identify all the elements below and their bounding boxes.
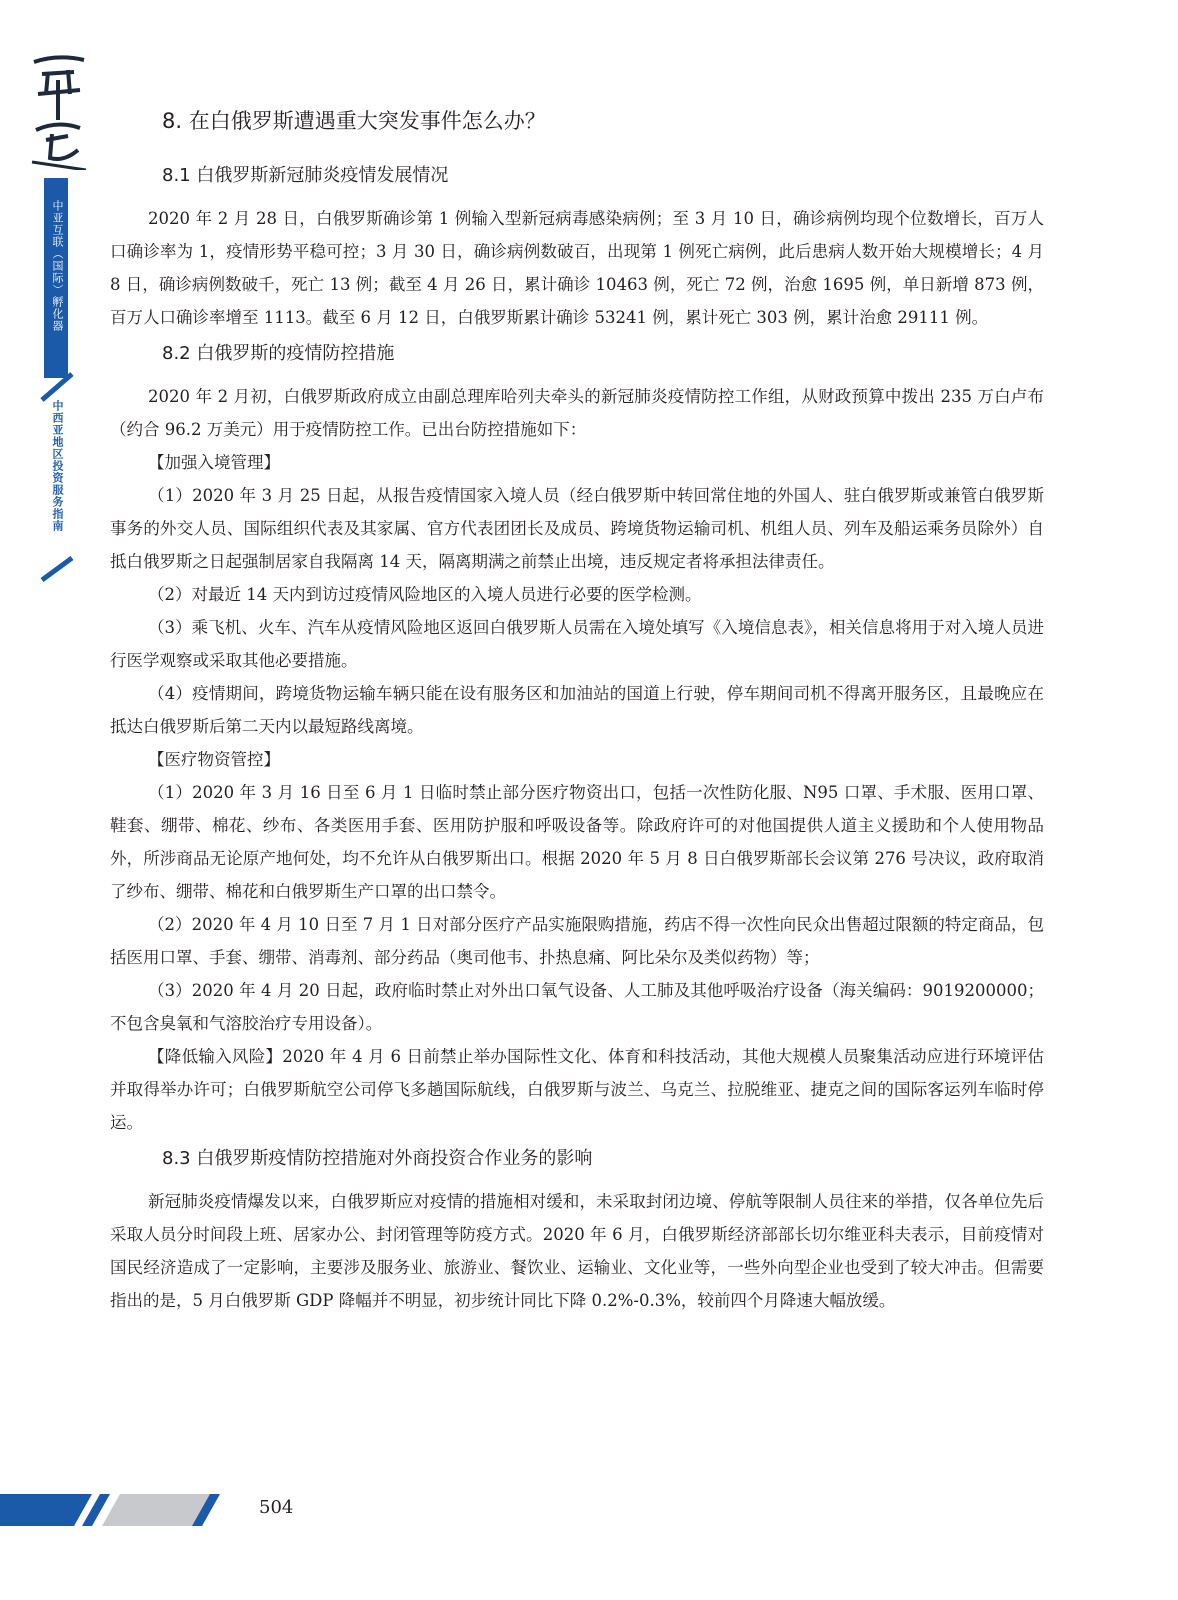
bracket-heading: 【医疗物资管控】 xyxy=(148,750,280,769)
page-number: 504 xyxy=(259,1497,294,1518)
list-item: （2）2020 年 4 月 10 日至 7 月 1 日对部分医疗产品实施限购措施，药店不得一次性向民众出售超过限额的特定商品，包括医用口罩、手套、绷带、消毒剂、部分药品（奥司他韦、扑热息痛、阿比朵尔及类似药物）等； xyxy=(110,915,1044,967)
spine-slash-bottom xyxy=(40,556,74,582)
spine-label-bottom: 中西亚地区投资服务指南 xyxy=(51,400,64,532)
page-content xyxy=(110,108,1044,1317)
list-item: （1）2020 年 3 月 16 日至 6 月 1 日临时禁止部分医疗物资出口，包括一次性防化服、N95 口罩、手术服、医用口罩、鞋套、绷带、棉花、纱布、各类医用手套、医用防护服和呼吸设备等。除政府许可的对他国提供人道主义援助和个人使用物品外，所涉商品无论原产地何处，均不允许从白俄罗斯出口。根据 2020 年 5 月 8 日白俄罗斯部长会议第 276 号决议，政府取消了纱布、绷带、棉花和白俄罗斯生产口罩的出口禁令。 xyxy=(110,783,1044,901)
list-item: （3）乘飞机、火车、汽车从疫情风险地区返回白俄罗斯人员需在入境处填写《入境信息表》，相关信息将用于对入境人员进行医学观察或采取其他必要措施。 xyxy=(110,618,1044,670)
section-heading: 8. 在白俄罗斯遭遇重大突发事件怎么办？ xyxy=(162,109,546,133)
spine-slash-top xyxy=(40,372,74,402)
paragraph: 【降低输入风险】2020 年 4 月 6 日前禁止举办国际性文化、体育和科技活动，其他大规模人员聚集活动应进行环境评估并取得举办许可；白俄罗斯航空公司停飞多趟国际航线，白俄罗斯与波兰、乌克兰、拉脱维亚、捷克之间的国际客运列车临时停运。 xyxy=(110,1047,1044,1132)
list-item: （4）疫情期间，跨境货物运输车辆只能在设有服务区和加油站的国道上行驶，停车期间司机不得离开服务区，且最晚应在抵达白俄罗斯后第二天内以最短路线离境。 xyxy=(110,684,1044,736)
paragraph: 2020 年 2 月 28 日，白俄罗斯确诊第 1 例输入型新冠病毒感染病例；至 3 月 10 日，确诊病例均现个位数增长，百万人口确诊率为 1，疫情形势平稳可控；3 月 30 日，确诊病例数破百，出现第 1 例死亡病例，此后患病人数开始大规模增长；4 月 8 日，确诊病例数破千，死亡 13 例；截至 4 月 26 日，累计确诊 10463 例，死亡 72 例，治愈 1695 例，单日新增 873 例，百万人口确诊率增至 1113。截至 6 月 12 日，白俄罗斯累计确诊 53241 例，累计死亡 303 例，累计治愈 29111 例。 xyxy=(110,209,1044,327)
bracket-heading: 【加强入境管理】 xyxy=(148,453,280,472)
list-item: （3）2020 年 4 月 20 日起，政府临时禁止对外出口氧气设备、人工肺及其他呼吸治疗设备（海关编码：9019200000；不包含臭氧和气溶胶治疗专用设备）。 xyxy=(110,981,1044,1033)
subsection-title-8-3: 8.3 白俄罗斯疫情防控措施对外商投资合作业务的影响 xyxy=(162,1148,593,1169)
belt-road-logo xyxy=(28,50,90,170)
footer-stripes xyxy=(0,1490,230,1530)
paragraph: 2020 年 2 月初，白俄罗斯政府成立由副总理库哈列夫牵头的新冠肺炎疫情防控工作组，从财政预算中拨出 235 万白卢布（约合 96.2 万美元）用于疫情防控工作。已出台防控措施如下： xyxy=(110,387,1044,439)
list-item: （1）2020 年 3 月 25 日起，从报告疫情国家入境人员（经白俄罗斯中转回常住地的外国人、驻白俄罗斯或兼管白俄罗斯事务的外交人员、国际组织代表及其家属、官方代表团团长及成员、跨境货物运输司机、机组人员、列车及船运乘务员除外）自抵白俄罗斯之日起强制居家自我隔离 14 天，隔离期满之前禁止出境，违反规定者将承担法律责任。 xyxy=(110,486,1044,571)
spine-label-top: 中亚互联（国际）孵化器 xyxy=(51,200,64,332)
list-item: （2）对最近 14 天内到访过疫情风险地区的入境人员进行必要的医学检测。 xyxy=(148,585,702,604)
paragraph: 新冠肺炎疫情爆发以来，白俄罗斯应对疫情的措施相对缓和，未采取封闭边境、停航等限制人员往来的举措，仅各单位先后采取人员分时间段上班、居家办公、封闭管理等防疫方式。2020 年 6 月，白俄罗斯经济部部长切尔维亚科夫表示，目前疫情对国民经济造成了一定影响，主要涉及服务业、旅游业、餐饮业、运输业、文化业等，一些外向型企业也受到了较大冲击。但需要指出的是，5 月白俄罗斯 GDP 降幅并不明显，初步统计同比下降 0.2%-0.3%，较前四个月降速大幅放缓。 xyxy=(110,1192,1044,1310)
subsection-title-8-2: 8.2 白俄罗斯的疫情防控措施 xyxy=(162,343,395,364)
subsection-title-8-1: 8.1 白俄罗斯新冠肺炎疫情发展情况 xyxy=(162,165,449,186)
